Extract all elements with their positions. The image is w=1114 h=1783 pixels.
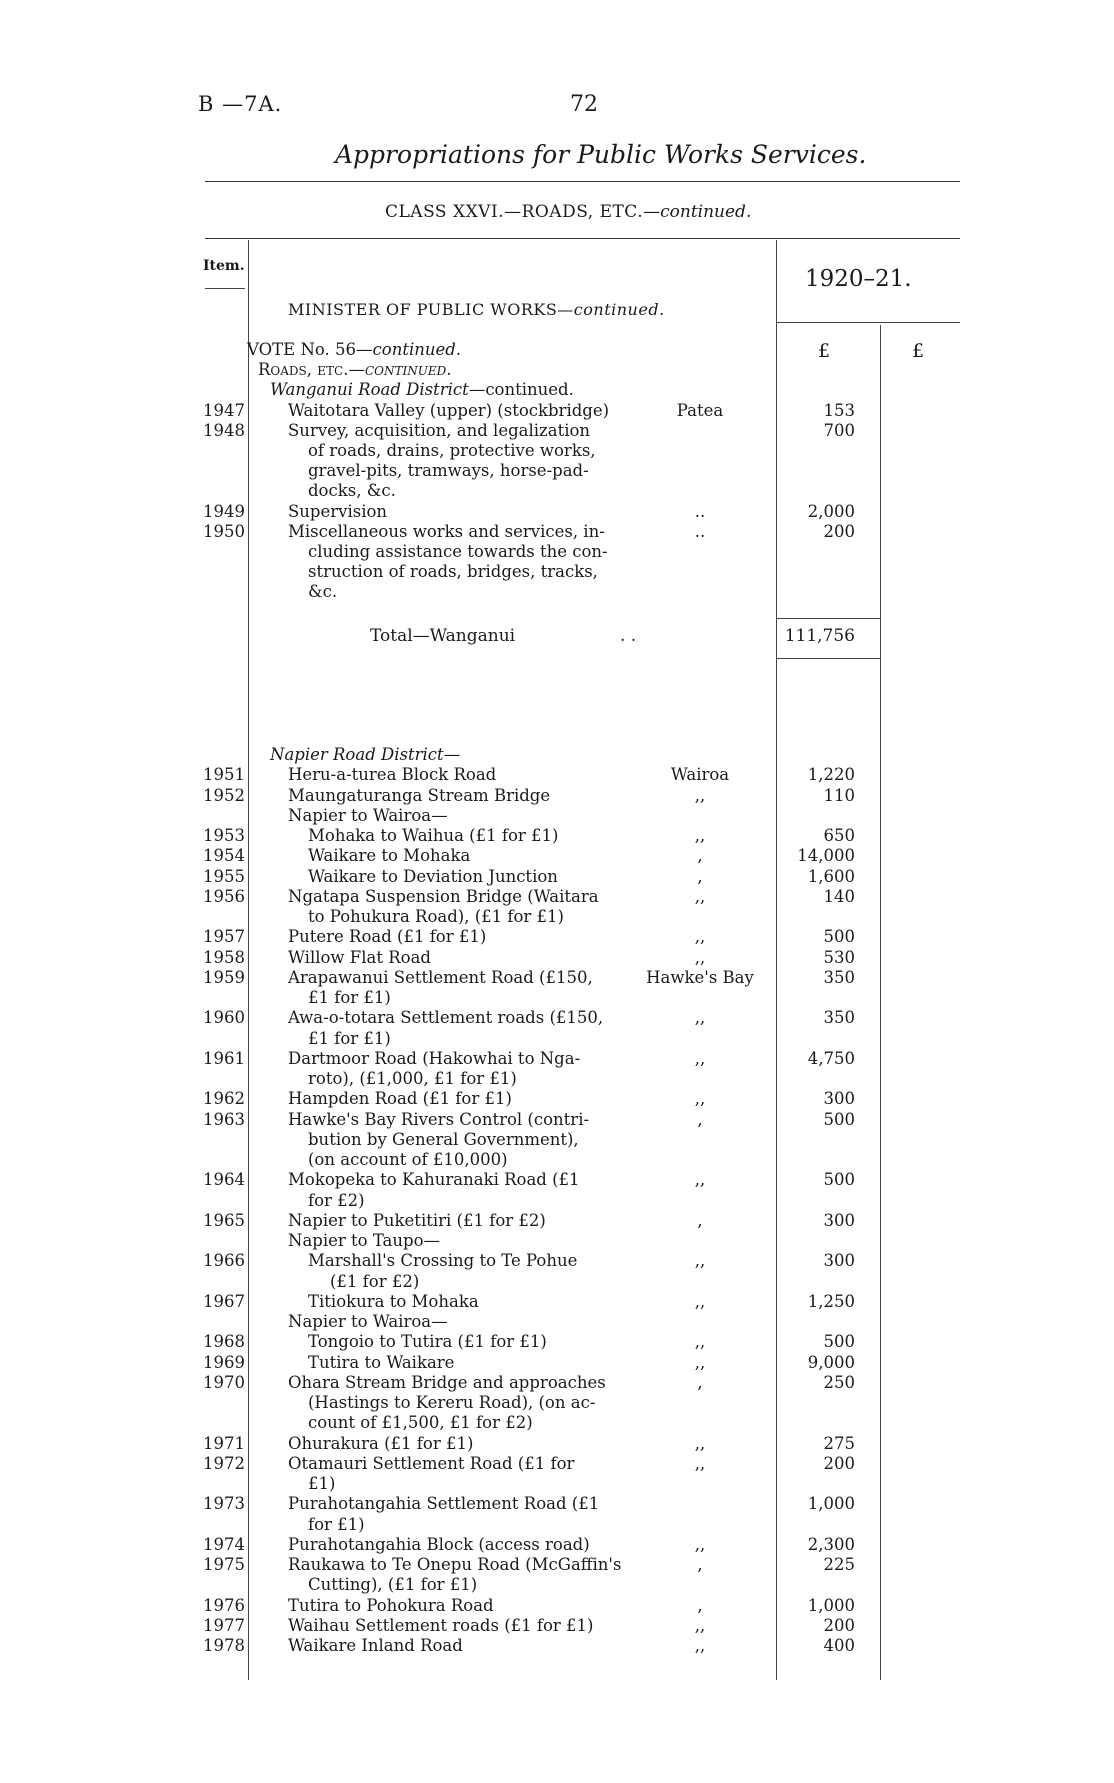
- item-description: Maungaturanga Stream Bridge: [288, 785, 551, 805]
- item-number: 1949: [203, 501, 245, 521]
- year-heading-rule: [776, 322, 960, 323]
- item-description: Napier to Taupo—: [288, 1231, 441, 1250]
- item-description: £1): [308, 1474, 336, 1493]
- item-description: count of £1,500, £1 for £2): [308, 1413, 533, 1433]
- item-description: &c.: [308, 582, 338, 602]
- table-row: [0, 826, 1114, 846]
- pound-column-2: £: [912, 340, 925, 362]
- table-row: [0, 401, 1114, 421]
- amount: 2,300: [807, 1534, 855, 1554]
- item-description: (on account of £10,000): [308, 1150, 508, 1169]
- district-name: Wairoa: [670, 765, 730, 785]
- item-description: Supervision: [288, 501, 388, 521]
- item-description: Tongoio to Tutira (£1 for £1): [308, 1332, 547, 1352]
- table-row: [0, 1008, 1114, 1028]
- amount: 530: [823, 947, 855, 967]
- district-name: ,,: [694, 1170, 706, 1190]
- table-row: [0, 1332, 1114, 1352]
- item-description: Willow Flat Road: [288, 947, 431, 967]
- table-row: [0, 1413, 1114, 1433]
- item-number: 1952: [203, 785, 245, 805]
- table-row: [0, 1211, 1114, 1231]
- table-row: [0, 846, 1114, 866]
- district-name: ,,: [694, 1433, 706, 1453]
- amount: 700: [823, 420, 855, 440]
- item-description: Mohaka to Waihua (£1 for £1): [308, 826, 559, 845]
- district-name: ,: [697, 1372, 703, 1392]
- item-heading-rule: [205, 288, 245, 289]
- table-row: [0, 1049, 1114, 1069]
- item-description: Awa-o-totara Settlement roads (£150,: [288, 1008, 604, 1028]
- table-row: [0, 1110, 1114, 1130]
- district-name: ,,: [694, 1453, 706, 1473]
- item-number: 1959: [203, 967, 245, 987]
- item-description: gravel-pits, tramways, horse-pad-: [308, 461, 589, 481]
- item-number: 1948: [203, 420, 245, 440]
- district-name: ,: [697, 1210, 703, 1230]
- item-description: (Hastings to Kereru Road), (on ac-: [308, 1393, 596, 1412]
- item-number: 1970: [203, 1372, 245, 1392]
- table-row: [0, 461, 1114, 481]
- district-name: ,,: [694, 826, 706, 845]
- district-name: ,: [697, 846, 703, 866]
- amount: 500: [823, 927, 855, 947]
- amount: 650: [823, 826, 855, 845]
- table-row: [0, 502, 1114, 522]
- amount: 350: [823, 1008, 855, 1028]
- district-name: ,,: [694, 1615, 706, 1635]
- table-row: [0, 765, 1114, 785]
- amount: 400: [823, 1636, 855, 1655]
- table-row: [0, 1170, 1114, 1190]
- table-row: [0, 1130, 1114, 1150]
- item-description: Roads, etc.—continued.: [258, 360, 452, 380]
- class-title-cont: —continued.: [643, 202, 752, 222]
- table-row: [0, 867, 1114, 887]
- pound-column-1: £: [818, 340, 831, 362]
- amount: 225: [823, 1555, 855, 1574]
- table-row: [0, 887, 1114, 907]
- table-row: [0, 1596, 1114, 1616]
- item-description: £1 for £1): [308, 988, 391, 1007]
- item-description: Dartmoor Road (Hakowhai to Nga-: [288, 1048, 581, 1068]
- minister-main: MINISTER OF PUBLIC WORKS: [288, 300, 558, 319]
- table-row: [0, 1636, 1114, 1656]
- item-description: Napier to Wairoa—: [288, 805, 448, 825]
- minister-heading: [288, 300, 665, 319]
- table-row: [0, 1312, 1114, 1332]
- class-title-main: CLASS XXVI.—ROADS, ETC.: [385, 202, 644, 222]
- item-description: (£1 for £2): [330, 1271, 420, 1291]
- item-description: Waikare to Mohaka: [308, 846, 471, 866]
- total-label: Total—Wanganui: [370, 626, 516, 646]
- item-number: 1966: [203, 1251, 245, 1271]
- table-row: [0, 1575, 1114, 1595]
- item-description: Survey, acquisition, and legalization: [288, 420, 591, 440]
- table-row: [0, 1272, 1114, 1292]
- item-description: Tutira to Pohokura Road: [288, 1595, 494, 1615]
- district-name: ..: [694, 501, 706, 521]
- item-number: 1962: [203, 1089, 245, 1109]
- title-rule: [205, 181, 960, 182]
- total-rule-bottom: [776, 658, 880, 659]
- amount: 300: [823, 1210, 855, 1230]
- district-name: ,,: [694, 1291, 706, 1311]
- item-description: cluding assistance towards the con-: [308, 542, 608, 561]
- page-number: 72: [570, 92, 598, 117]
- amount: 110: [823, 785, 855, 805]
- item-description: Waikare Inland Road: [288, 1636, 463, 1655]
- item-column-heading: Item.: [203, 258, 245, 274]
- amount: 1,220: [807, 765, 855, 785]
- amount: 300: [823, 1251, 855, 1271]
- table-row: [0, 1454, 1114, 1474]
- table-row: [0, 1150, 1114, 1170]
- page-title: Appropriations for Public Works Services.: [335, 140, 867, 169]
- item-number: 1973: [203, 1494, 245, 1514]
- item-description: bution by General Government),: [308, 1129, 579, 1149]
- table-row: [0, 1231, 1114, 1251]
- table-row: [0, 1029, 1114, 1049]
- district-name: ,,: [694, 1332, 706, 1352]
- table-row: [0, 522, 1114, 542]
- item-number: 1964: [203, 1170, 245, 1190]
- item-description: Waitotara Valley (upper) (stockbridge): [288, 400, 610, 420]
- item-number: 1958: [203, 947, 245, 967]
- table-row: [0, 948, 1114, 968]
- district-name: ,,: [694, 1008, 706, 1028]
- district-name: ,,: [694, 1251, 706, 1271]
- table-row: [0, 441, 1114, 461]
- table-row: [0, 380, 1114, 400]
- table-row: [0, 1434, 1114, 1454]
- table-row: [0, 1373, 1114, 1393]
- minister-cont: —continued.: [557, 300, 665, 319]
- amount: 350: [823, 967, 855, 987]
- amount: 200: [823, 521, 855, 541]
- item-description: for £1): [308, 1514, 365, 1534]
- item-description: Ngatapa Suspension Bridge (Waitara: [288, 886, 599, 906]
- item-number: 1965: [203, 1210, 245, 1230]
- table-row: [0, 907, 1114, 927]
- item-description: Purahotangahia Block (access road): [288, 1534, 590, 1554]
- item-number: 1951: [203, 765, 245, 785]
- table-row: [0, 340, 1114, 360]
- district-name: ,: [697, 866, 703, 886]
- item-description: Putere Road (£1 for £1): [288, 927, 487, 947]
- district-name: ,: [697, 1595, 703, 1615]
- amount: 9,000: [807, 1352, 855, 1372]
- class-rule: [205, 238, 960, 239]
- table-row: [0, 542, 1114, 562]
- amount: 2,000: [807, 501, 855, 521]
- amount: 1,000: [807, 1494, 855, 1514]
- table-row: [0, 806, 1114, 826]
- item-number: 1954: [203, 846, 245, 866]
- table-row: [0, 1535, 1114, 1555]
- item-description: Marshall's Crossing to Te Pohue: [308, 1251, 578, 1271]
- table-row: [0, 360, 1114, 380]
- table-row: [0, 1616, 1114, 1636]
- item-number: 1947: [203, 400, 245, 420]
- amount: 200: [823, 1615, 855, 1635]
- item-number: 1975: [203, 1555, 245, 1574]
- amount: 1,250: [807, 1291, 855, 1311]
- amount: 153: [823, 400, 855, 420]
- item-number: 1961: [203, 1048, 245, 1068]
- district-name: ,,: [694, 886, 706, 906]
- item-description: Waihau Settlement roads (£1 for £1): [288, 1615, 594, 1635]
- total-rule-top: [776, 618, 880, 619]
- item-description: Otamauri Settlement Road (£1 for: [288, 1453, 575, 1473]
- item-description: Heru-a-turea Block Road: [288, 765, 497, 785]
- table-row: [0, 582, 1114, 602]
- amount: 1,600: [807, 866, 855, 886]
- district-name: ,: [697, 1109, 703, 1129]
- item-number: 1955: [203, 866, 245, 886]
- district-name: ,,: [694, 1089, 706, 1109]
- item-description: roto), (£1,000, £1 for £1): [308, 1069, 517, 1088]
- item-number: 1969: [203, 1352, 245, 1372]
- item-description: Napier to Puketitiri (£1 for £2): [288, 1210, 546, 1230]
- table-row: [0, 1069, 1114, 1089]
- class-title: [385, 202, 751, 222]
- item-description: Mokopeka to Kahuranaki Road (£1: [288, 1170, 580, 1190]
- table-row: [0, 1251, 1114, 1271]
- table-row: [0, 968, 1114, 988]
- item-number: 1957: [203, 927, 245, 947]
- amount: 14,000: [797, 846, 855, 866]
- item-description: Arapawanui Settlement Road (£150,: [288, 967, 593, 987]
- table-row: [0, 927, 1114, 947]
- item-description: Napier to Wairoa—: [288, 1312, 448, 1331]
- district-name: ,,: [694, 785, 706, 805]
- item-description: Titiokura to Mohaka: [308, 1291, 479, 1311]
- item-number: 1950: [203, 521, 245, 541]
- document-reference: B —7A.: [198, 92, 283, 116]
- table-row: [0, 1555, 1114, 1575]
- amount: 140: [823, 886, 855, 906]
- item-description: Purahotangahia Settlement Road (£1: [288, 1494, 600, 1514]
- table-row: [0, 786, 1114, 806]
- item-description: £1 for £1): [308, 1028, 391, 1048]
- item-number: 1953: [203, 826, 245, 845]
- item-number: 1963: [203, 1109, 245, 1129]
- item-number: 1972: [203, 1453, 245, 1473]
- table-row: [0, 1191, 1114, 1211]
- table-row: [0, 988, 1114, 1008]
- district-name: Patea: [676, 400, 724, 420]
- amount: 300: [823, 1089, 855, 1109]
- table-row: [0, 1393, 1114, 1413]
- table-row: [0, 1494, 1114, 1514]
- amount: 200: [823, 1453, 855, 1473]
- table-row: [0, 481, 1114, 501]
- district-name: ,,: [694, 1534, 706, 1554]
- table-row: [0, 562, 1114, 582]
- district-name: ,,: [694, 947, 706, 967]
- item-description: for £2): [308, 1190, 365, 1210]
- table-row: [0, 1292, 1114, 1312]
- item-description: Ohara Stream Bridge and approaches: [288, 1372, 606, 1392]
- year-heading: 1920–21.: [805, 266, 912, 292]
- table-row: [0, 1515, 1114, 1535]
- item-number: 1977: [203, 1615, 245, 1635]
- item-description: Miscellaneous works and services, in-: [288, 521, 605, 541]
- amount: 275: [823, 1433, 855, 1453]
- district-name: ..: [694, 521, 706, 541]
- item-number: 1976: [203, 1595, 245, 1615]
- table-row: [0, 1353, 1114, 1373]
- amount: 250: [823, 1372, 855, 1392]
- district-name: ,,: [694, 1352, 706, 1372]
- item-description: Tutira to Waikare: [308, 1352, 455, 1372]
- item-description: VOTE No. 56—continued.: [247, 340, 462, 359]
- item-number: 1960: [203, 1008, 245, 1028]
- item-description: Napier Road District—: [270, 745, 461, 764]
- total-dots: . .: [620, 626, 637, 646]
- amount: 4,750: [807, 1048, 855, 1068]
- amount: 500: [823, 1170, 855, 1190]
- district-name: ,: [697, 1555, 703, 1574]
- table-row: [0, 421, 1114, 441]
- table-row: [0, 745, 1114, 765]
- district-name: Hawke's Bay: [646, 967, 754, 987]
- item-description: Waikare to Deviation Junction: [308, 866, 558, 886]
- item-description: Cutting), (£1 for £1): [308, 1575, 478, 1595]
- total-amount: 111,756: [784, 626, 855, 646]
- item-description: of roads, drains, protective works,: [308, 441, 596, 460]
- item-description: struction of roads, bridges, tracks,: [308, 562, 598, 582]
- district-name: ,,: [694, 1048, 706, 1068]
- district-name: ,,: [694, 927, 706, 947]
- item-description: Hampden Road (£1 for £1): [288, 1089, 512, 1109]
- item-description: to Pohukura Road), (£1 for £1): [308, 907, 564, 926]
- item-description: docks, &c.: [308, 481, 396, 501]
- item-description: Hawke's Bay Rivers Control (contri-: [288, 1109, 590, 1129]
- item-number: 1967: [203, 1291, 245, 1311]
- table-row: [0, 1474, 1114, 1494]
- amount: 500: [823, 1332, 855, 1352]
- amount: 500: [823, 1109, 855, 1129]
- item-number: 1956: [203, 886, 245, 906]
- item-description: Ohurakura (£1 for £1): [288, 1433, 474, 1453]
- item-number: 1974: [203, 1534, 245, 1554]
- item-description: Raukawa to Te Onepu Road (McGaffin's: [288, 1555, 622, 1574]
- item-number: 1971: [203, 1433, 245, 1453]
- item-number: 1978: [203, 1636, 245, 1655]
- district-name: ,,: [694, 1636, 706, 1655]
- item-number: 1968: [203, 1332, 245, 1352]
- item-description: Wanganui Road District—continued.: [270, 380, 574, 400]
- table-row: [0, 1089, 1114, 1109]
- amount: 1,000: [807, 1595, 855, 1615]
